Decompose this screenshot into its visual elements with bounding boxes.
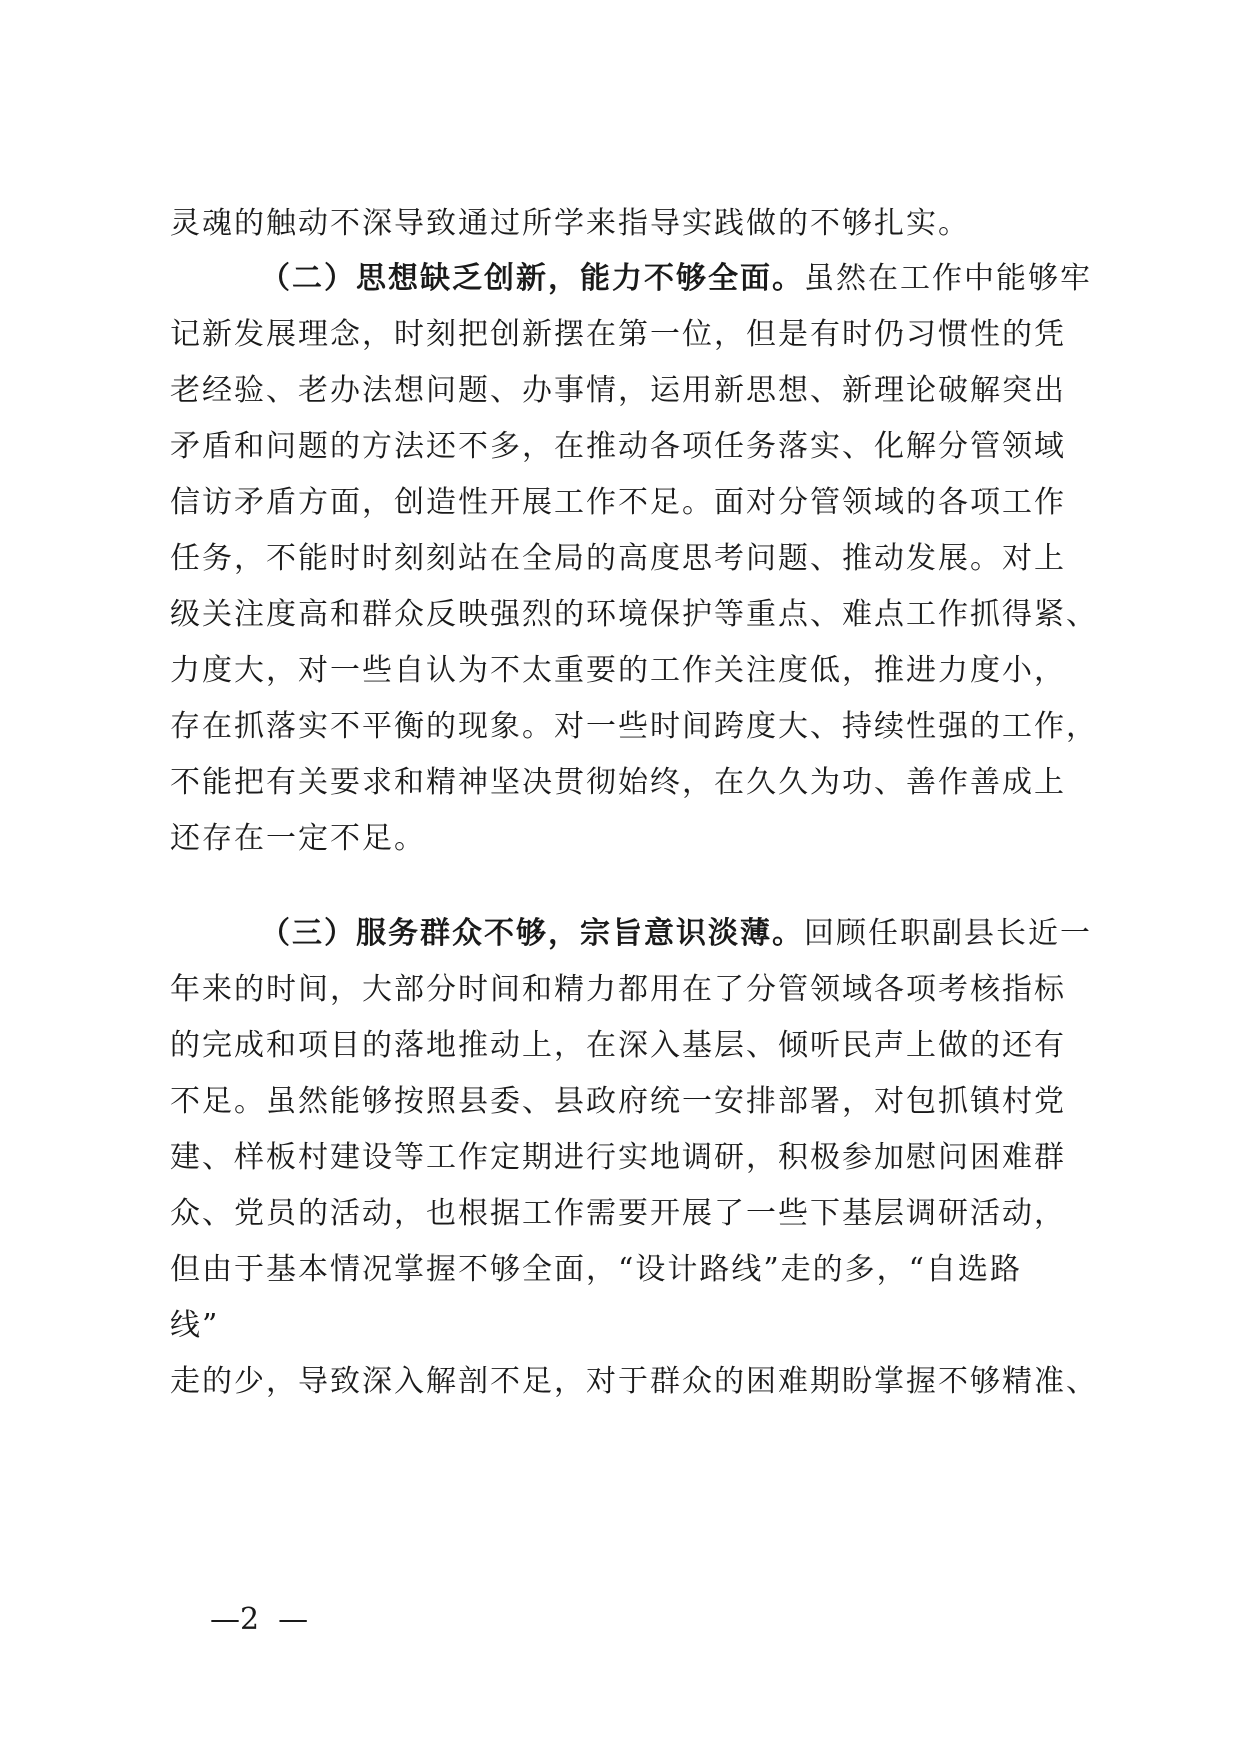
text-line: 不能把有关要求和精神坚决贯彻始终，在久久为功、善作善成上 [170,765,1066,800]
text-line: 记新发展理念，时刻把创新摆在第一位，但是有时仍习惯性的凭 [170,317,1066,352]
text-line: 还存在一定不足。 [170,821,426,856]
page-number: —2 — [210,1602,309,1637]
text-line: 走的少，导致深入解剖不足，对于群众的困难期盼掌握不够精准、 [170,1364,1098,1399]
text-line: 存在抓落实不平衡的现象。对一些时间跨度大、持续性强的工作， [170,709,1098,744]
text-line: 力度大，对一些自认为不太重要的工作关注度低，推进力度小， [170,653,1066,688]
text-line: 任务，不能时时刻刻站在全局的高度思考问题、推动发展。对上 [170,541,1066,576]
text-line: 信访矛盾方面，创造性开展工作不足。面对分管领域的各项工作 [170,485,1066,520]
section-heading: （三）服务群众不够，宗旨意识淡薄。 [260,916,804,951]
text-line: 建、样板村建设等工作定期进行实地调研，积极参加慰问困难群 [170,1140,1066,1175]
text-line: 矛盾和问题的方法还不多，在推动各项任务落实、化解分管领域 [170,429,1066,464]
text-line: 年来的时间，大部分时间和精力都用在了分管领域各项考核指标 [170,972,1066,1007]
text-span: 回顾任职副县长近一 [804,916,1092,951]
text-line: 线” [170,1308,220,1343]
text-span: 虽然在工作中能够牢 [804,261,1092,296]
text-line: 老经验、老办法想问题、办事情，运用新思想、新理论破解突出 [170,373,1066,408]
text-line: 众、党员的活动，也根据工作需要开展了一些下基层调研活动， [170,1196,1066,1231]
text-line: 不足。虽然能够按照县委、县政府统一安排部署，对包抓镇村党 [170,1084,1066,1119]
section-heading: （二）思想缺乏创新，能力不够全面。 [260,261,804,296]
text-line: 的完成和项目的落地推动上，在深入基层、倾听民声上做的还有 [170,1028,1066,1063]
text-line-heading [260,914,1190,954]
text-line: 但由于基本情况掌握不够全面，“设计路线”走的多，“自选路 [170,1252,1023,1287]
text-line-heading [260,259,1190,299]
text-line: 灵魂的触动不深导致通过所学来指导实践做的不够扎实。 [170,206,970,241]
text-line: 级关注度高和群众反映强烈的环境保护等重点、难点工作抓得紧、 [170,597,1098,632]
